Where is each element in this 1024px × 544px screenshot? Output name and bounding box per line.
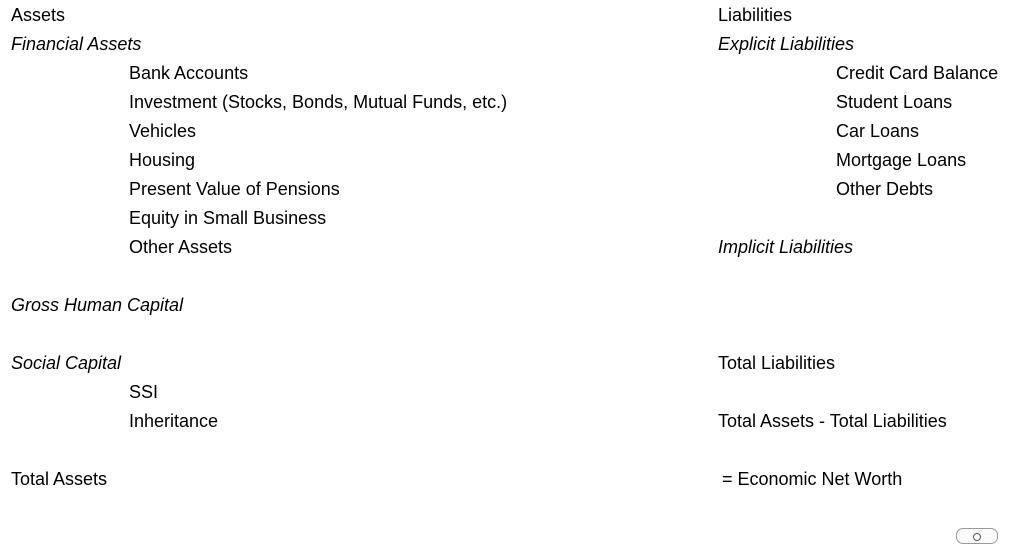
liability-item-other-debts: Other Debts bbox=[836, 179, 934, 199]
explicit-liabilities-label: Explicit Liabilities bbox=[718, 34, 855, 54]
total-assets-label: Total Assets bbox=[11, 469, 108, 489]
liability-item-mortgage: Mortgage Loans bbox=[836, 150, 967, 170]
asset-item-small-business: Equity in Small Business bbox=[129, 208, 327, 228]
assets-minus-liabilities-label: Total Assets - Total Liabilities bbox=[718, 411, 947, 431]
social-capital-label: Social Capital bbox=[11, 353, 122, 373]
liability-item-car-loans: Car Loans bbox=[836, 121, 920, 141]
asset-item-investment: Investment (Stocks, Bonds, Mutual Funds, etc.) bbox=[129, 92, 508, 112]
circle-icon bbox=[973, 533, 981, 541]
assets-heading: Assets bbox=[11, 5, 66, 25]
asset-item-housing: Housing bbox=[129, 150, 196, 170]
gross-human-capital-label: Gross Human Capital bbox=[11, 295, 184, 315]
economic-net-worth-label: = Economic Net Worth bbox=[722, 469, 903, 489]
asset-item-vehicles: Vehicles bbox=[129, 121, 197, 141]
corner-control-button[interactable] bbox=[956, 528, 998, 544]
social-item-ssi: SSI bbox=[129, 382, 159, 402]
asset-item-bank-accounts: Bank Accounts bbox=[129, 63, 249, 83]
liabilities-heading: Liabilities bbox=[718, 5, 793, 25]
social-item-inheritance: Inheritance bbox=[129, 411, 219, 431]
asset-item-pensions: Present Value of Pensions bbox=[129, 179, 340, 199]
total-liabilities-label: Total Liabilities bbox=[718, 353, 836, 373]
asset-item-other: Other Assets bbox=[129, 237, 233, 257]
liability-item-student-loans: Student Loans bbox=[836, 92, 953, 112]
liability-item-credit-card: Credit Card Balance bbox=[836, 63, 999, 83]
implicit-liabilities-label: Implicit Liabilities bbox=[718, 237, 854, 257]
financial-assets-label: Financial Assets bbox=[11, 34, 142, 54]
